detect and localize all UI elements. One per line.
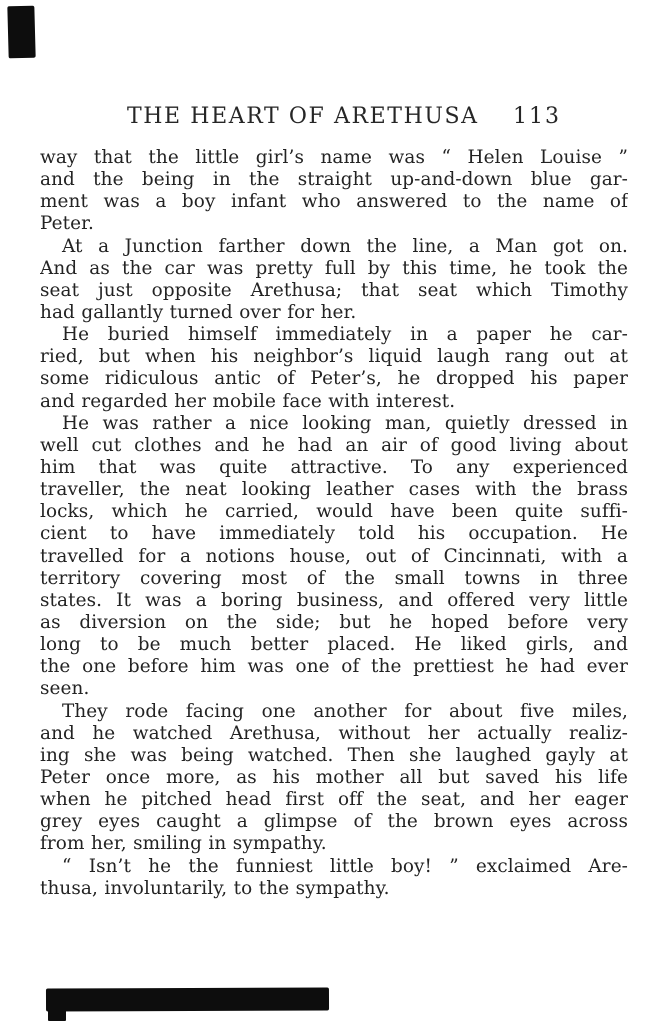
text-line: seen.: [40, 678, 90, 700]
text-line: way that the little girl’s name was “ Helen Louise ”: [40, 147, 628, 168]
text-line: cient to have immediately told his occupation. He: [40, 523, 628, 545]
running-header: [0, 104, 664, 134]
text-line: as diversion on the side; but he hoped before very: [40, 611, 628, 633]
text-line: the one before him was one of the prettiest he had ever: [40, 656, 628, 678]
text-line: grey eyes caught a glimpse of the brown eyes across: [40, 811, 628, 833]
text-line: and he watched Arethusa, without her actually realiz-: [40, 722, 628, 744]
text-line: had gallantly turned over for her.: [40, 301, 357, 323]
text-line: traveller, the neat looking leather cases with the brass: [40, 479, 628, 501]
text-line: territory covering most of the small towns in three: [40, 567, 628, 589]
text-line: ment was a boy infant who answered to the name of: [40, 191, 628, 213]
scan-artifact-bottom-nub: [48, 1010, 66, 1021]
text-line: He buried himself immediately in a paper he car-: [62, 324, 628, 346]
text-line: He was rather a nice looking man, quietly dressed in: [62, 412, 628, 434]
text-line: travelled for a notions house, out of Cincinnati, with a: [40, 545, 628, 567]
text-line: “ Isn’t he the funniest little boy! ” exclaimed Are-: [62, 855, 628, 877]
text-line: At a Junction farther down the line, a Man got on.: [62, 235, 628, 257]
scan-artifact-top-left: [7, 6, 35, 59]
running-title: THE HEART OF ARETHUSA: [127, 104, 479, 129]
text-line: and the being in the straight up-and-down blue gar-: [40, 169, 628, 191]
text-line: thusa, involuntarily, to the sympathy.: [40, 877, 390, 899]
text-line: some ridiculous antic of Peter’s, he dropped his paper: [40, 368, 628, 390]
text-line: and regarded her mobile face with interest.: [40, 390, 456, 412]
text-line: from her, smiling in sympathy.: [40, 833, 327, 855]
text-line: long to be much better placed. He liked girls, and: [40, 634, 628, 656]
text-line: Peter.: [40, 213, 94, 235]
text-line: locks, which he carried, would have been quite suffi-: [40, 501, 628, 523]
page-body: [40, 147, 628, 900]
page-number: 113: [513, 104, 561, 129]
text-line: him that was quite attractive. To any experienced: [40, 456, 628, 478]
text-line: seat just opposite Arethusa; that seat which Timothy: [40, 279, 628, 301]
text-line: ing she was being watched. Then she laughed gayly at: [40, 744, 628, 766]
text-line: And as the car was pretty full by this time, he took the: [40, 257, 628, 279]
text-line: They rode facing one another for about five miles,: [62, 700, 628, 722]
text-line: ried, but when his neighbor’s liquid laugh rang out at: [40, 346, 628, 368]
text-line: states. It was a boring business, and offered very little: [40, 589, 628, 611]
text-line: when he pitched head first off the seat, and her eager: [40, 789, 628, 811]
text-line: Peter once more, as his mother all but saved his life: [40, 766, 628, 788]
text-line: well cut clothes and he had an air of good living about: [40, 434, 628, 456]
scan-artifact-bottom-bar: [46, 988, 329, 1012]
